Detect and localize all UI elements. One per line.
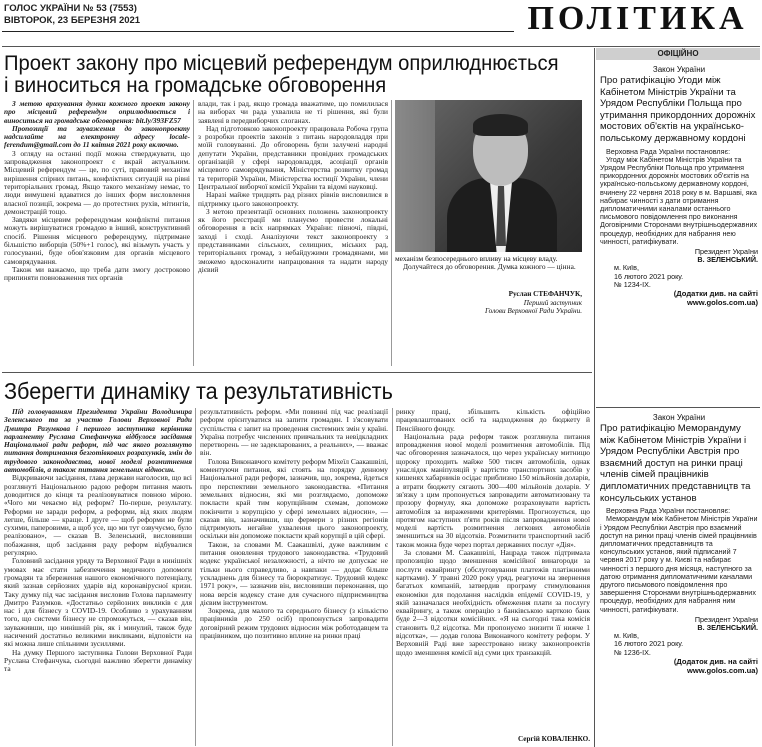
column-divider: [193, 100, 194, 366]
paragraph: За словами М. Саакашвілі, Нацрада також підтримала пропозицію щодо зменшення комісійної винагороди за послуги еквайрингу (обслуговування платежів платіжними картками). У травні 2020 року уряд, реагуючи на звернення багатьох компаній, затвердив програму стимулювання економіки для подолання наслідків епідемії COVID-19, у якій зазначалася необхідність обмеження плати за послугу еквайрингу, а також операцію з банківською карткою банк буде 2—3 відсотки комісійних. «Я на сьогодні така комісія становить 0,2 відсотка. Ми пропонуємо знизити її нижче 1 відсотка», — додав голова Виконавчого комітету реформ. У Верховній Раді вже зареєстровано низку законопроектів щодо зменшення комісії від суми цих транзакцій.: [396, 548, 590, 657]
paragraph: Зокрема, для малого та середнього бізнесу (з кількістю працівників до 250 осіб) пропонується запровадити договірний режим трудових відносин між роботодавцем та працівником, що позитивно вплине на ринки праці: [200, 606, 388, 641]
article-lead-2: Пропозиції та зауваження до законопроекту надсилайте на електронну адресу locale-ferendum@gmail.com до 11 квітня 2021 року включно.: [4, 123, 190, 150]
website-link[interactable]: www.golos.com.ua): [686, 298, 758, 308]
author-signature: [396, 735, 590, 744]
signatory-name: В. ЗЕЛЕНСЬКИЙ.: [697, 623, 758, 632]
paragraph: Головний засідання уряду та Верховної Ради в нинішніх умовах має стати забезпечення медичного допомоги громадян та збереження нашого економічного потенціалу, який зазнав серйозних ударів від коронавірусної кризи. Таку думку під час засідання висловив Голова парламенту Дмитро Разумков. «Достатньо серйозних викликів є для нас і для бізнесу з COVID-19. Особливо з урахуванням того, що системи бізнесу не спроможуться, — сказав він, зауваживши, що нинішній рік, як і минулий, також буде насичений достатньо великими викликами, відповісти на які можна лише спільними зусиллями.: [4, 556, 192, 649]
paragraph: Над підготовкою законопроекту працювала Робоча група з розробки проектів законів з питань народовладдя при моїй головуванні. До обговорень були залучені народні депутати України, представники провідних громадських організацій у сфері народовладдя, асоціації органів місцевого самоврядування, Міністерства розвитку громад та територій України, Міністерства юстиції України, члени Центральної виборчої комісії України та відомі науковці.: [198, 123, 388, 191]
paragraph: результативність реформ. «Ми повинні під час реалізації реформ орієнтуватися на запити громадян. І з'ясовувати суспільства є запит на проведення системних змін у країні. Україна потребує численних привчальних та невідкладних перетворень — не задекларованих, а реальних», — вважає він.: [200, 408, 388, 458]
article-column-3: [395, 255, 582, 272]
signature-name: Руслан СТЕФАНЧУК,: [508, 290, 582, 298]
section-title: ПОЛІТИКА: [527, 0, 748, 37]
paragraph: Наразі майже тридцять рад різних рівнів висловилися в підтримку цього законопроекту.: [198, 190, 388, 208]
law-title: Про ратифікацію Меморандуму між Кабінетом Міністрів України і Урядом Республіки Австрія про взаємний доступ на ринки праці членів сімей працівників дипломатичних представництв та консульських установ: [600, 423, 751, 504]
article-lead: З метою врахування думки кожного проект закону про місцевий референдум оприлюднюється і виноситься на громадське обговорення: bit.ly/393FZ57: [4, 100, 190, 125]
paragraph: З огляду на останні події можна стверджувати, що запровадження законопроект є вкрай актуальним. Місцевий референдум — це, по суті, правовий механізм вирішення спірних питань, конфліктних ситуацій на рівні територіальних громад. Якщо такого механізму немає, то люди вимушені вдаватися до інших форм висловлення власної позиції, зокрема — до протестних рухів, мітингів, демонстрацій тощо.: [4, 148, 190, 216]
law-notice: [600, 412, 758, 675]
paragraph: Національна рада реформ також розглянула питання впровадження нової моделі розмитнення автомобілів. Під час обговорення зазначалося, що через українську митницю щороку проходить майже 500 тисяч автомобілів, однак унаслідок маніпуляцій у вартістю транспортних засобів у кишенях хабарників осідає приблизно 150 мільйонів доларів, а втрати бюджету сягають 300—400 мільйонів доларів. У зв'язку з цим пропонується запровадити автоматизовану та прозору формулу, яка допоможе розраховувати вартість автомобіля за вираженими критеріями. Прогнозується, що протягом наступних п'яти років після запровадження нової моделі вартість розмитнення легкових автомобілів зменшиться на 30 відсотків. Розмитнити транспортний засіб також можна буде через портал державних послуг «Дія».: [396, 431, 590, 549]
column-divider: [392, 408, 393, 746]
article-separator: [2, 372, 592, 373]
article-column-2: [198, 100, 388, 366]
issue-header: [4, 3, 140, 27]
law-notice: [600, 64, 758, 307]
law-title: Про ратифікацію Угоди між Кабінетом Міністрів України та Урядом Республіки Польща про утримання прикордонних дорожніх мостових об'єктів на українсько-польському державному кордоні: [600, 75, 756, 144]
paragraph: Також, за словами М. Саакашвілі, дуже важливим є питання оновлення трудового законодавства. «Трудовий кодекс української незалежності, а нічто не допускає не тільки нього справедливо, а навпаки — додає більше ускладнень для бізнесу та бюрократизує. Трудовий кодекс 1971 року», — зазначив він, висловивши переконання, що нова версія кодексу стане для сучасного підприємництва дієвим інструментом.: [200, 539, 388, 607]
author-name: Сергій КОВАЛЕНКО.: [518, 735, 590, 743]
article-column-1: [4, 100, 190, 366]
header-rule: [2, 31, 514, 32]
paragraph: Долучайтеся до обговорення. Думка кожного — цінна.: [403, 262, 576, 272]
newspaper-name: ГОЛОС УКРАЇНИ № 53 (7553): [4, 3, 137, 14]
paragraph: На думку Першого заступника Голови Верховної Ради Руслана Стефанчука, сьогодні важливо зберегти динаміку та: [4, 647, 192, 674]
issue-date: ВІВТОРОК, 23 БЕРЕЗНЯ 2021: [4, 15, 141, 26]
paragraph: Відкриваючи засідання, глава держави наголосив, що всі розглянуті Національною радою реформ питання мають доводитися до кінця та реалізовуватися повною мірою. «Чого ми чекаємо від реформ? По-перше, результату. Реформи не заради реформ, а реформи, від яких людям легше, більше — краще. І друге — щоб реформи не були сухими, паперовими, а щоб усе, що ми тут озвучуємо, було реалізовано», — сказав В. Зеленський, висловивши побажання, щоб засідання раду реформ відбувалися регулярно.: [4, 473, 192, 558]
law-place: м. Київ,: [614, 263, 639, 273]
article-column-2: [200, 408, 388, 746]
law-body: Меморандум між Кабінетом Міністрів України і Урядом Республіки Австрія про взаємний доступ на ринки праці членів сімей працівників дипломатичних представництв та консульських установ, який підписаний 7 червня 2017 року у м. Києві та набирає чинності з першого дня місяця, наступного за датою отримання дипломатичними каналами другого письмового повідомлення про завершення Сторонами внутрішньодержавних процедур, необхідних для набрання ним чинності, ратифікувати.: [600, 514, 758, 614]
paragraph: механізм безпосереднього впливу на місцеву владу.: [395, 254, 558, 263]
sidebar-label: ОФІЦІЙНО: [596, 48, 760, 60]
law-intro: Верховна Рада України постановляє:: [606, 506, 731, 516]
article-headline: Проект закону про місцевий референдум оприлюднюється і виноситься на громадське обговорення: [4, 51, 559, 97]
law-number: № 1236-IX.: [614, 647, 651, 657]
law-number: № 1234-IX.: [614, 279, 651, 289]
signature-role: Перший заступник: [523, 298, 582, 307]
law-place: м. Київ,: [614, 631, 639, 641]
sidebar-separator: [596, 407, 760, 408]
paragraph: Також ми важаємо, що треба дати змогу достроково припиняти повноваження тих органів: [4, 264, 190, 283]
law-kind: Закон України: [652, 413, 706, 422]
law-intro: Верховна Рада України постановляє:: [606, 146, 731, 156]
signatory-title: Президент України: [694, 614, 758, 624]
signatory-title: Президент України: [694, 247, 758, 256]
top-rule: [2, 46, 760, 47]
attachment-note: (Додаток див. на сайті: [673, 656, 758, 666]
attachment-note: (Додатки див. на сайті: [673, 289, 758, 299]
author-photo: [395, 100, 582, 252]
paragraph: З метою презентації основних положень законопроекту як його реєстрації ми плануємо провести локальні обговорення в всіх напрямках України: півночі, півдні, заході і сході. Аналізуючи текст законопроекту з представниками сільських, селищних, міських рад, територіальних громад, з небайдужими громадянами, ми зможемо вдосконалити напрацювання та надати народу дієвий: [198, 206, 388, 274]
article-column-3: [396, 408, 590, 734]
column-divider: [195, 408, 196, 746]
paragraph: влади, так і рад, якщо громада вважатиме, що помилилася на виборах чи рада ухвалила не ті рішення, які були заявлені в передвиборчих слоганах.: [198, 100, 388, 125]
paragraph: Завдяки місцевим референдумам конфліктні питання можуть вирішуватися громадою в інший, конструктивний спосіб. Рішення місцевого референдуму, підтримане більшістю виборців (50%+1 голос), які візьмуть участь у голосуванні, буде обов'язковим для органів місцевого самоврядування.: [4, 215, 190, 266]
website-link[interactable]: www.golos.com.ua): [686, 665, 758, 675]
law-date: 16 лютого 2021 року.: [614, 271, 684, 281]
article-column-1: [4, 408, 192, 746]
column-divider: [391, 100, 392, 366]
law-kind: Закон України: [652, 65, 706, 74]
paragraph: Голова Виконавчого комітету реформ Міхеїл Саакашвілі, коментуючи питання, які стоять на порядку денному Національної ради реформ, зазначив, що, зокрема, йдеться про перспективи земельного законодавства. «Питання земельних відносин, які ми розглядаємо, допоможе покласти край тим корупційним схемам, допоможе покінчити з корупцією у сфері земельних відносин», — сказав він, зазначивши, що фермери з різних регіонів підтримують негайне ухвалення цього законопроекту, оскільки він допоможе покласти край корупції в цій сфері.: [200, 456, 388, 541]
law-date: 16 лютого 2021 року.: [614, 639, 684, 649]
article-lead: Під головуванням Президента України Володимира Зеленського та за участю Голови Верховної Ради Дмитра Разумкова і першого заступника керівника парламенту Руслана Стефанчука відбулося засідання Національної ради реформ, під час якого розглянуто питання дотримання безготівкових розрахунків, змін до трудового законодавства, нової моделі розмитнення автомобілів, а також питання земельних відносин.: [4, 408, 192, 475]
article-headline: Зберегти динаміку та результативність: [4, 378, 393, 404]
sidebar-divider: [594, 48, 595, 747]
signature-role: Голови Верховної Ради України.: [484, 307, 582, 315]
signatory-name: В. ЗЕЛЕНСЬКИЙ.: [697, 255, 758, 265]
law-body: Угоду між Кабінетом Міністрів України та Урядом Республіки Польща про утримання прикордонних дорожніх мостових об'єктів на українсько-польському державному кордоні, вчинену 22 червня 2018 року в м. Варшаві, яка набирає чинності з дати отримання дипломатичними каналами останнього письмового повідомлення про виконання Договірними Сторонами внутрішньодержавних процедур, необхідних для набрання нею чинності, ратифікувати.: [600, 154, 758, 246]
signature: [395, 290, 582, 316]
paragraph: ринку праці, збільшить кількість офіційно працевлаштованих осіб та надходження до бюджету й Пенсійного фонду.: [396, 408, 590, 433]
